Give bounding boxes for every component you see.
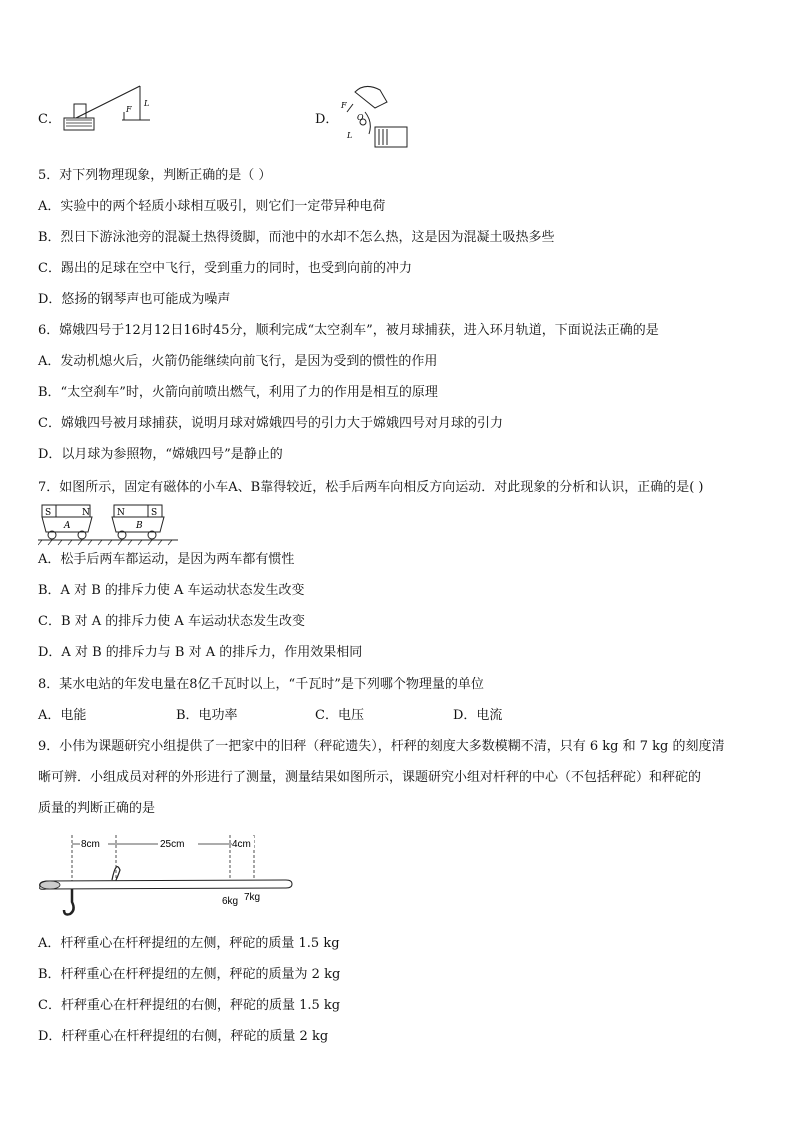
pliers-handle [355,86,387,108]
svg-text:S: S [45,508,52,518]
svg-text:N: N [117,508,125,518]
force-f-label-d: F [341,101,347,110]
svg-text:S: S [151,508,158,518]
length-l-label-d: L [347,131,353,140]
q5-option-b: B．烈日下游泳池旁的混凝土热得烫脚，而池中的水却不怎么热，这是因为混凝土吸热多些 [38,230,555,245]
length-l-label: L [144,99,150,108]
q9-stem-line1: 9．小伟为课题研究小组提供了一把家中的旧秤（秤砣遗失），杆秤的刻度大多数模糊不清，只有 6 kg 和 7 kg 的刻度清 [38,739,725,754]
q9-option-d: D．杆秤重心在杆秤提纽的右侧，秤砣的质量 2 kg [38,1029,329,1044]
dim-25cm: 25cm [160,839,185,850]
magnet-carts-figure [38,502,178,546]
q7-option-b: B．A 对 B 的排斥力使 A 车运动状态发生改变 [38,583,305,598]
q6-stem: 6．嫦娥四号于12月12日16时45分，顺利完成“太空刹车”，被月球捕获，进入环月轨道，下面说法正确的是 [38,323,659,338]
lever-figure-c [62,82,152,132]
q8-option-d: D．电流 [453,708,503,723]
cart-a [42,505,92,539]
q5-option-a: A．实验中的两个轻质小球相互吸引，则它们一定带异种电荷 [38,199,386,214]
option-d-label: D． [315,112,339,127]
q5-option-c: C．踢出的足球在空中飞行，受到重力的同时，也受到向前的冲力 [38,261,412,276]
svg-text:B: B [136,521,143,531]
q9-option-a: A．杆秤重心在杆秤提纽的左侧，秤砣的质量 1.5 kg [38,936,340,951]
dim-8cm: 8cm [81,839,100,850]
q6-option-d: D．以月球为参照物，“嫦娥四号”是静止的 [38,447,283,462]
dim-4cm: 4cm [232,839,251,850]
q9-stem-line2: 晰可辨．小组成员对秤的外形进行了测量，测量结果如图所示，课题研究小组对杆秤的中心（不包括秤砣）和秤砣的 [38,770,702,785]
q5-stem: 5．对下列物理现象，判断正确的是（ ） [38,168,272,183]
q9-option-c: C．杆秤重心在杆秤提纽的右侧，秤砣的质量 1.5 kg [38,998,341,1013]
q6-option-c: C．嫦娥四号被月球捕获，说明月球对嫦娥四号的引力大于嫦娥四号对月球的引力 [38,416,503,431]
hook-icon [64,889,74,915]
q7-option-a: A．松手后两车都运动，是因为两车都有惯性 [38,552,295,567]
q7-option-c: C．B 对 A 的排斥力使 A 车运动状态发生改变 [38,614,305,629]
q8-stem: 8．某水电站的年发电量在8亿千瓦时以上，“千瓦时”是下列哪个物理量的单位 [38,677,484,692]
steelyard-figure [36,830,296,930]
q7-option-d: D．A 对 B 的排斥力与 B 对 A 的排斥力，作用效果相同 [38,645,363,660]
q7-stem: 7．如图所示，固定有磁体的小车A、B靠得较近，松手后两车向相反方向运动．对此现象的分析和认识，正确的是( ) [38,480,704,495]
q5-option-d: D．悠扬的钢琴声也可能成为噪声 [38,292,231,307]
q8-option-a: A．电能 [38,708,87,723]
q9-stem-line3: 质量的判断正确的是 [38,801,156,816]
svg-text:A: A [64,521,71,531]
lever-figure-d [335,82,410,152]
q6-option-b: B．“太空刹车”时，火箭向前喷出燃气，利用了力的作用是相互的原理 [38,385,438,400]
cart-b [112,505,164,539]
steelyard-beam [40,880,292,889]
q6-option-a: A．发动机熄火后，火箭仍能继续向前飞行，是因为受到的惯性的作用 [38,354,438,369]
q8-option-c: C．电压 [315,708,364,723]
force-f-label: F [126,105,132,114]
mark-6kg: 6kg [222,896,239,907]
q8-option-b: B．电功率 [176,708,238,723]
pivot-o-label: O [357,113,364,122]
option-c-label: C． [38,112,61,127]
q9-option-b: B．杆秤重心在杆秤提纽的左侧，秤砣的质量为 2 kg [38,967,341,982]
svg-text:N: N [82,508,90,518]
mark-7kg: 7kg [244,892,261,903]
